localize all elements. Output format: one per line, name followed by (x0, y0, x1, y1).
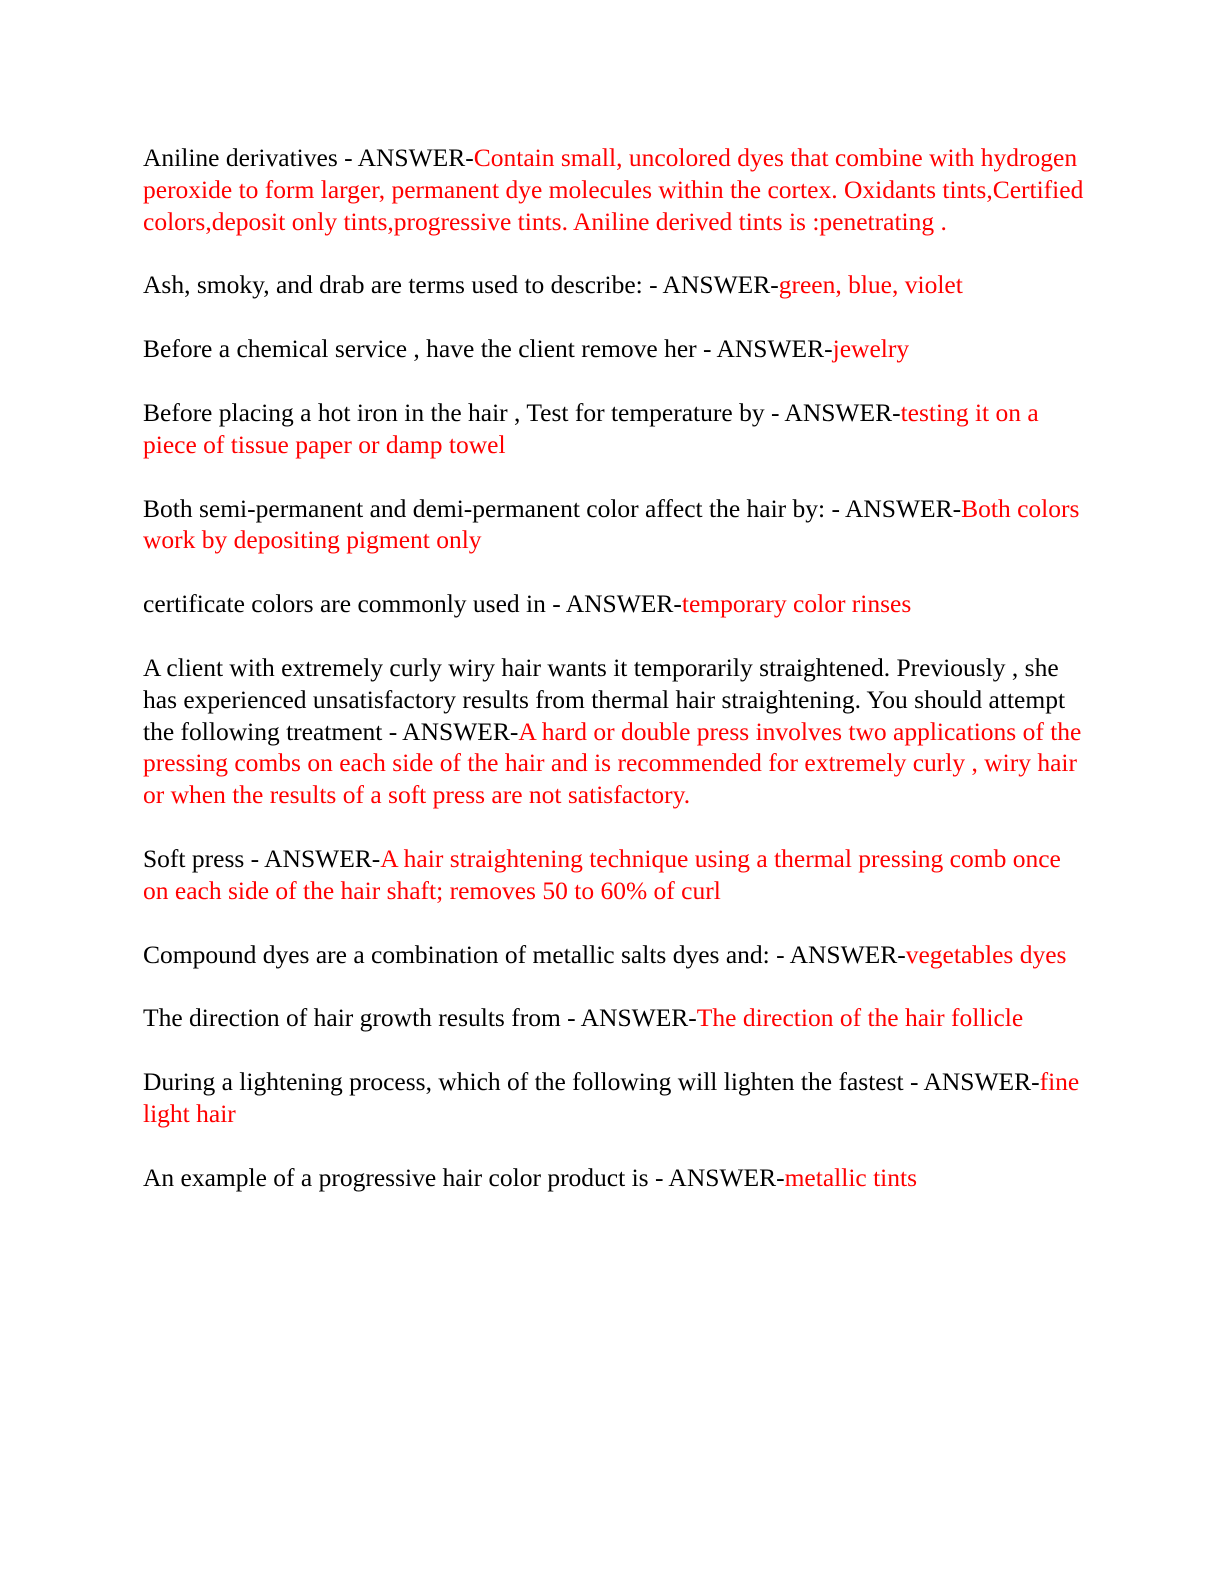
qa-item (143, 397, 1088, 461)
question-text: The direction of hair growth results from - ANSWER- (143, 1003, 697, 1033)
qa-item (143, 652, 1088, 811)
answer-text: fine light hair (143, 1067, 1080, 1128)
answer-text: A hard or double press involves two applications of the pressing combs on each side of the hair and is recommended for extremely curly , wiry hair or when the results of a soft press are not satisfactory. (143, 716, 1082, 810)
qa-item (143, 269, 1088, 301)
answer-text: jewelry (832, 334, 910, 364)
qa-item (143, 493, 1088, 557)
question-text: Compound dyes are a combination of metallic salts dyes and: - ANSWER- (143, 939, 906, 969)
answer-text: Contain small, uncolored dyes that combine with hydrogen peroxide to form larger, permanent dye molecules within the cortex. Oxidants tints,Certified colors,deposit only tints,progressive tints. Aniline derived tints is :penetrating . (143, 143, 1084, 236)
qa-item (143, 1162, 1088, 1194)
qa-item (143, 1002, 1088, 1034)
qa-item (143, 588, 1088, 620)
question-text: Ash, smoky, and drab are terms used to describe: - ANSWER- (143, 270, 779, 300)
question-text: Aniline derivatives - ANSWER- (143, 143, 474, 172)
answer-text: metallic tints (784, 1162, 918, 1192)
answer-text: The direction of the hair follicle (696, 1003, 1024, 1033)
question-text: A client with extremely curly wiry hair wants it temporarily straightened. Previously , she has experienced unsatisfactory results from thermal hair straightening. You should attempt the following treatment - ANSWER- (143, 652, 1066, 746)
question-text: Before placing a hot iron in the hair , Test for temperature by - ANSWER- (143, 397, 901, 427)
answer-text: vegetables dyes (905, 939, 1067, 969)
answer-text: testing it on a piece of tissue paper or damp towel (143, 397, 1039, 459)
question-text: During a lightening process, which of the following will lighten the fastest - ANSWER- (143, 1067, 1040, 1097)
question-text: Both semi-permanent and demi-permanent color affect the hair by: - ANSWER- (143, 493, 962, 523)
qa-item (143, 142, 1088, 237)
answer-text: green, blue, violet (778, 270, 963, 300)
question-text: An example of a progressive hair color product is - ANSWER- (143, 1162, 785, 1192)
answer-text: temporary color rinses (681, 589, 912, 619)
answer-text: Both colors work by depositing pigment only (143, 493, 1080, 555)
question-text: Before a chemical service , have the client remove her - ANSWER- (143, 334, 833, 364)
question-text: Soft press - ANSWER- (143, 843, 381, 873)
qa-item (143, 843, 1088, 907)
qa-item (143, 333, 1088, 365)
qa-item (143, 939, 1088, 971)
question-text: certificate colors are commonly used in - ANSWER- (143, 589, 682, 619)
answer-text: A hair straightening technique using a thermal pressing comb once on each side of the hair shaft; removes 50 to 60% of curl (143, 843, 1061, 905)
qa-list (143, 142, 1088, 1226)
qa-item (143, 1066, 1088, 1130)
